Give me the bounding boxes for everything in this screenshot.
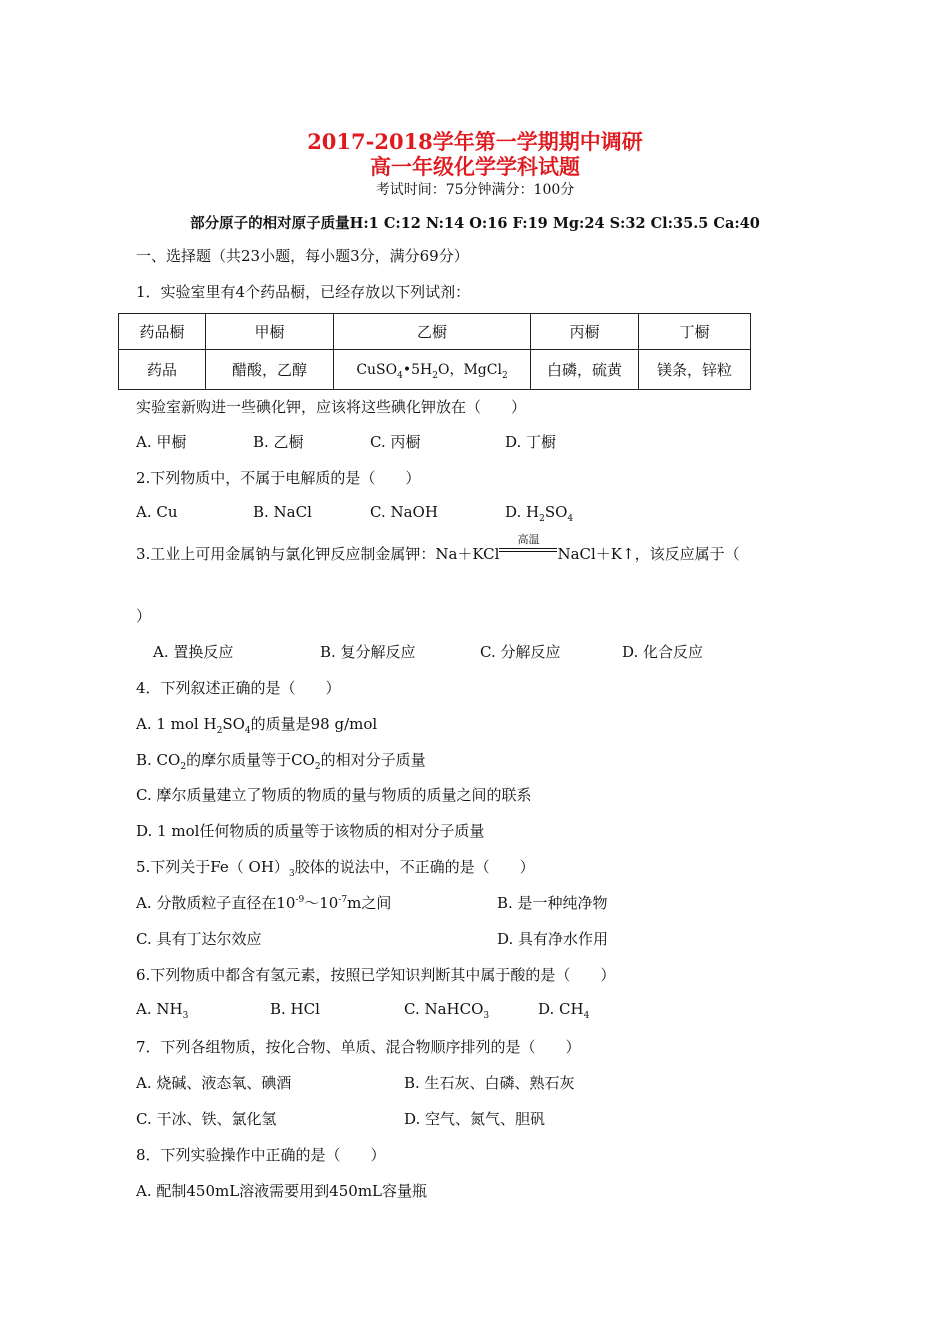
- question-2-stem: 2.下列物质中，不属于电解质的是（ ）: [136, 469, 421, 487]
- q4-option-a: A. 1 mol $H_2SO_4$的质量是98 g/mol: [136, 715, 378, 736]
- q5-option-c: C. 具有丁达尔效应: [136, 930, 262, 948]
- q6-option-b: B. HCl: [270, 1000, 320, 1018]
- q2-option-b: B. NaCl: [253, 503, 312, 521]
- reagent-cabinet-table: [118, 313, 751, 390]
- table-cell: $CuSO_4•5H_2O$，MgCl$_2$: [334, 350, 531, 390]
- atomic-masses: 部分原子的相对原子质量H:1 C:12 N:14 O:16 F:19 Mg:24 S:32 Cl:35.5 Ca:40: [190, 215, 760, 232]
- table-cell: 醋酸，乙醇: [206, 350, 334, 390]
- table-cell: 镁条，锌粒: [639, 350, 751, 390]
- q2-option-a: A. Cu: [136, 503, 178, 521]
- question-3-stem: 3.工业上可用金属钠与氯化钾反应制金属钾：Na＋KCl 高温 NaCl＋K↑，该反应属于（: [136, 533, 740, 563]
- exam-time: 考试时间：75分钟满分：100分: [375, 182, 575, 198]
- question-1-prompt: 实验室新购进一些碘化钾，应该将这些碘化钾放在（ ）: [136, 398, 527, 416]
- exam-title: 2017-2018学年第一学期期中调研: [307, 129, 643, 154]
- q1-option-b: B. 乙橱: [253, 433, 304, 451]
- q5-option-d: D. 具有净水作用: [497, 930, 609, 948]
- question-8-stem: 8．下列实验操作中正确的是（ ）: [136, 1146, 386, 1164]
- table-header: 丁橱: [639, 314, 751, 350]
- exam-subtitle: 高一年级化学学科试题: [370, 154, 580, 179]
- q4-option-b: B. $CO_2$的摩尔质量等于$CO_2$的相对分子质量: [136, 751, 426, 772]
- q1-option-d: D. 丁橱: [505, 433, 557, 451]
- table-header: 丙橱: [531, 314, 639, 350]
- q7-option-b: B. 生石灰、白磷、熟石灰: [404, 1074, 575, 1092]
- question-1-stem: 1．实验室里有4个药品橱，已经存放以下列试剂：: [136, 283, 471, 301]
- q1-option-a: A. 甲橱: [136, 433, 187, 451]
- q7-option-a: A. 烧碱、液态氧、碘酒: [136, 1074, 292, 1092]
- q3-option-b: B. 复分解反应: [320, 643, 416, 661]
- q6-option-a: A. $NH_3$: [136, 1000, 189, 1021]
- q6-option-d: D. $CH_4$: [538, 1000, 590, 1021]
- table-header: 药品橱: [119, 314, 206, 350]
- table-header: 乙橱: [334, 314, 531, 350]
- q3-option-c: C. 分解反应: [480, 643, 561, 661]
- table-cell: 白磷，硫黄: [531, 350, 639, 390]
- q6-option-c: C. NaHCO$_3$: [404, 1000, 490, 1021]
- q7-option-d: D. 空气、氮气、胆矾: [404, 1110, 546, 1128]
- table-header: 甲橱: [206, 314, 334, 350]
- q3-option-a: A. 置换反应: [153, 643, 234, 661]
- q3-option-d: D. 化合反应: [622, 643, 704, 661]
- q2-option-d: D. $H_2SO_4$: [505, 503, 574, 524]
- q2-option-c: C. NaOH: [370, 503, 438, 521]
- question-5-stem: 5.下列关于Fe（ $OH)_3$胶体的说法中，不正确的是（ ）: [136, 858, 535, 879]
- question-7-stem: 7．下列各组物质，按化合物、单质、混合物顺序排列的是（ ）: [136, 1038, 581, 1056]
- q5-option-b: B. 是一种纯净物: [497, 894, 608, 912]
- reaction-condition: 高温: [499, 545, 557, 559]
- table-cell: 药品: [119, 350, 206, 390]
- question-3-close: ）: [136, 607, 152, 625]
- section-heading: 一、选择题（共23小题，每小题3分，满分69分）: [136, 247, 469, 265]
- question-6-stem: 6.下列物质中都含有氢元素，按照已学知识判断其中属于酸的是（ ）: [136, 966, 616, 984]
- question-4-stem: 4．下列叙述正确的是（ ）: [136, 679, 341, 697]
- q5-option-a: A. 分散质粒子直径在$10^{-9}\sim 10^{-7}m$之间: [136, 894, 392, 912]
- q1-option-c: C. 丙橱: [370, 433, 421, 451]
- q4-option-c: C. 摩尔质量建立了物质的物质的量与物质的质量之间的联系: [136, 786, 532, 804]
- q4-option-d: D. 1 mol任何物质的质量等于该物质的相对分子质量: [136, 822, 485, 840]
- q7-option-c: C. 干冰、铁、氯化氢: [136, 1110, 277, 1128]
- q8-option-a: A. 配制450mL溶液需要用到450mL容量瓶: [136, 1182, 427, 1200]
